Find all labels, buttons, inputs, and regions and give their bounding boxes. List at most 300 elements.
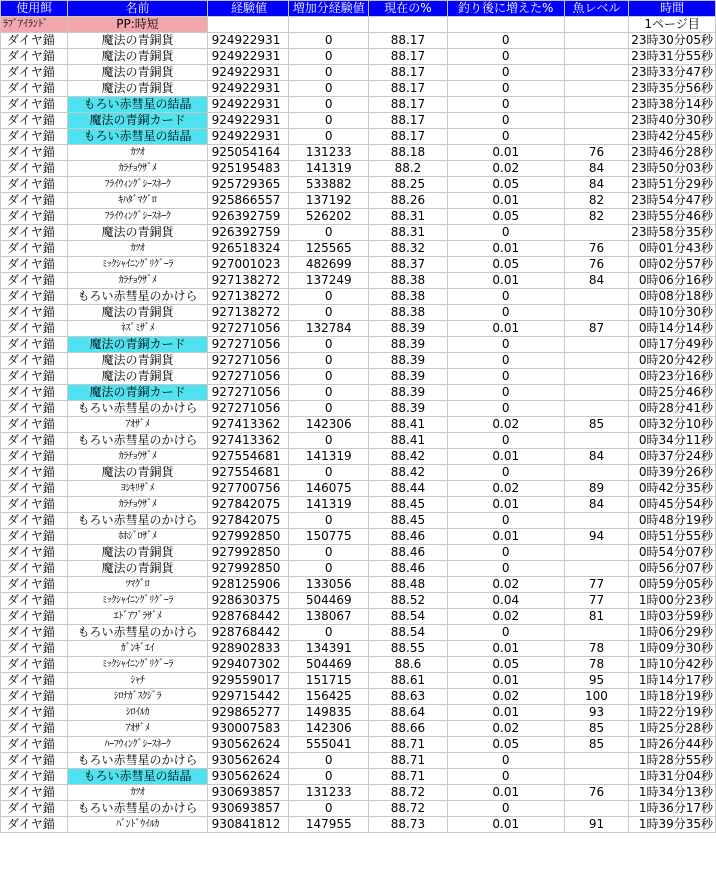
table-row <box>1 145 716 161</box>
exp-cell: 928630375 <box>207 593 289 609</box>
inc-cell: 0 <box>447 225 564 241</box>
bait-cell: ダイヤ錨 <box>1 209 68 225</box>
bait-cell: ダイヤ錨 <box>1 97 68 113</box>
gain-cell: 526202 <box>289 209 369 225</box>
time-cell: 1時22分19秒 <box>629 705 716 721</box>
time-cell: 0時34分11秒 <box>629 433 716 449</box>
table-row <box>1 401 716 417</box>
inc-cell: 0.05 <box>447 209 564 225</box>
inc-cell: 0.04 <box>447 593 564 609</box>
table-row <box>1 785 716 801</box>
inc-cell: 0 <box>447 433 564 449</box>
exp-cell: 929715442 <box>207 689 289 705</box>
empty-cell <box>289 17 369 33</box>
gain-cell: 0 <box>289 337 369 353</box>
name-cell: もろい赤彗星のかけら <box>68 289 207 305</box>
time-cell: 23時55分46秒 <box>629 209 716 225</box>
bait-cell: ダイヤ錨 <box>1 177 68 193</box>
table-row <box>1 801 716 817</box>
inc-cell: 0 <box>447 513 564 529</box>
time-cell: 23時42分45秒 <box>629 129 716 145</box>
inc-cell: 0.05 <box>447 737 564 753</box>
level-cell: 76 <box>564 241 628 257</box>
bait-cell: ダイヤ錨 <box>1 241 68 257</box>
inc-cell: 0.01 <box>447 673 564 689</box>
table-row <box>1 465 716 481</box>
pct-cell: 88.72 <box>369 785 448 801</box>
name-cell: もろい赤彗星のかけら <box>68 513 207 529</box>
bait-cell: ダイヤ錨 <box>1 33 68 49</box>
time-cell: 0時17分49秒 <box>629 337 716 353</box>
level-cell: 82 <box>564 193 628 209</box>
gain-cell: 0 <box>289 33 369 49</box>
level-cell: 91 <box>564 817 628 833</box>
pct-cell: 88.42 <box>369 449 448 465</box>
gain-cell: 0 <box>289 801 369 817</box>
level-cell: 82 <box>564 209 628 225</box>
time-cell: 23時38分14秒 <box>629 97 716 113</box>
location-cell: ﾗﾌﾞｱｲﾗﾝﾄﾞ <box>1 17 68 33</box>
exp-cell: 926392759 <box>207 209 289 225</box>
level-cell <box>564 305 628 321</box>
exp-cell: 927271056 <box>207 401 289 417</box>
bait-cell: ダイヤ錨 <box>1 609 68 625</box>
empty-cell <box>369 17 448 33</box>
table-row <box>1 657 716 673</box>
gain-cell: 132784 <box>289 321 369 337</box>
table-row <box>1 129 716 145</box>
inc-cell: 0 <box>447 401 564 417</box>
time-cell: 0時14分14秒 <box>629 321 716 337</box>
inc-cell: 0 <box>447 465 564 481</box>
level-cell <box>564 33 628 49</box>
pct-cell: 88.39 <box>369 353 448 369</box>
name-cell: 魔法の青銅貨 <box>68 545 207 561</box>
table-row <box>1 81 716 97</box>
table-row <box>1 225 716 241</box>
name-cell: ｼﾛﾅｶﾞｽｸｼﾞﾗ <box>68 689 207 705</box>
level-cell: 84 <box>564 273 628 289</box>
time-cell: 1時26分44秒 <box>629 737 716 753</box>
exp-cell: 927992850 <box>207 561 289 577</box>
bait-cell: ダイヤ錨 <box>1 49 68 65</box>
pct-cell: 88.52 <box>369 593 448 609</box>
gain-cell: 125565 <box>289 241 369 257</box>
level-cell: 95 <box>564 673 628 689</box>
inc-cell: 0.02 <box>447 577 564 593</box>
pct-cell: 88.25 <box>369 177 448 193</box>
gain-cell: 0 <box>289 113 369 129</box>
gain-cell: 131233 <box>289 145 369 161</box>
exp-cell: 927271056 <box>207 337 289 353</box>
table-row <box>1 65 716 81</box>
gain-cell: 0 <box>289 401 369 417</box>
time-cell: 1時18分19秒 <box>629 689 716 705</box>
inc-cell: 0.02 <box>447 481 564 497</box>
level-cell: 89 <box>564 481 628 497</box>
pct-cell: 88.45 <box>369 513 448 529</box>
level-cell: 84 <box>564 449 628 465</box>
time-cell: 23時58分35秒 <box>629 225 716 241</box>
inc-cell: 0 <box>447 353 564 369</box>
gain-cell: 0 <box>289 305 369 321</box>
time-cell: 1時06分29秒 <box>629 625 716 641</box>
table-row <box>1 561 716 577</box>
level-cell <box>564 129 628 145</box>
bait-cell: ダイヤ錨 <box>1 257 68 273</box>
gain-cell: 0 <box>289 289 369 305</box>
bait-cell: ダイヤ錨 <box>1 305 68 321</box>
exp-cell: 928902833 <box>207 641 289 657</box>
time-cell: 23時30分05秒 <box>629 33 716 49</box>
time-cell: 1時39分35秒 <box>629 817 716 833</box>
inc-cell: 0.02 <box>447 609 564 625</box>
gain-cell: 0 <box>289 545 369 561</box>
table-row <box>1 497 716 513</box>
inc-cell: 0 <box>447 305 564 321</box>
exp-cell: 930562624 <box>207 737 289 753</box>
gain-cell: 0 <box>289 465 369 481</box>
level-cell <box>564 801 628 817</box>
inc-cell: 0.01 <box>447 145 564 161</box>
exp-cell: 927413362 <box>207 417 289 433</box>
inc-cell: 0.02 <box>447 161 564 177</box>
table-row <box>1 33 716 49</box>
name-cell: 魔法の青銅貨 <box>68 465 207 481</box>
inc-cell: 0.01 <box>447 497 564 513</box>
exp-cell: 924922931 <box>207 49 289 65</box>
bait-cell: ダイヤ錨 <box>1 769 68 785</box>
level-cell <box>564 545 628 561</box>
time-cell: 1時25分28秒 <box>629 721 716 737</box>
level-cell: 78 <box>564 641 628 657</box>
bait-cell: ダイヤ錨 <box>1 465 68 481</box>
exp-cell: 927138272 <box>207 289 289 305</box>
level-cell <box>564 465 628 481</box>
pct-cell: 88.61 <box>369 673 448 689</box>
time-cell: 0時54分07秒 <box>629 545 716 561</box>
gain-cell: 0 <box>289 225 369 241</box>
time-cell: 0時06分16秒 <box>629 273 716 289</box>
bait-cell: ダイヤ錨 <box>1 593 68 609</box>
table-row <box>1 673 716 689</box>
name-cell: もろい赤彗星のかけら <box>68 753 207 769</box>
name-cell: ｱｵｻﾞﾒ <box>68 721 207 737</box>
table-row <box>1 817 716 833</box>
level-cell <box>564 769 628 785</box>
inc-cell: 0 <box>447 33 564 49</box>
time-cell: 0時32分10秒 <box>629 417 716 433</box>
time-cell: 0時20分42秒 <box>629 353 716 369</box>
table-row <box>1 241 716 257</box>
inc-cell: 0 <box>447 289 564 305</box>
name-cell: ｶﾗﾁｮｳｻﾞﾒ <box>68 273 207 289</box>
bait-cell: ダイヤ錨 <box>1 273 68 289</box>
time-cell: 0時39分26秒 <box>629 465 716 481</box>
level-cell <box>564 401 628 417</box>
inc-cell: 0.05 <box>447 177 564 193</box>
pct-cell: 88.17 <box>369 97 448 113</box>
pct-cell: 88.26 <box>369 193 448 209</box>
inc-cell: 0 <box>447 625 564 641</box>
inc-cell: 0 <box>447 337 564 353</box>
gain-cell: 138067 <box>289 609 369 625</box>
time-cell: 0時45分54秒 <box>629 497 716 513</box>
gain-cell: 555041 <box>289 737 369 753</box>
exp-cell: 930841812 <box>207 817 289 833</box>
exp-cell: 930693857 <box>207 801 289 817</box>
gain-cell: 147955 <box>289 817 369 833</box>
time-cell: 1時03分59秒 <box>629 609 716 625</box>
inc-cell: 0 <box>447 81 564 97</box>
pct-cell: 88.46 <box>369 561 448 577</box>
exp-cell: 924922931 <box>207 33 289 49</box>
name-cell: 魔法の青銅貨 <box>68 369 207 385</box>
bait-cell: ダイヤ錨 <box>1 689 68 705</box>
exp-cell: 927554681 <box>207 449 289 465</box>
level-cell <box>564 561 628 577</box>
pct-cell: 88.2 <box>369 161 448 177</box>
time-cell: 23時50分03秒 <box>629 161 716 177</box>
inc-cell: 0 <box>447 545 564 561</box>
bait-cell: ダイヤ錨 <box>1 369 68 385</box>
bait-cell: ダイヤ錨 <box>1 737 68 753</box>
name-cell: ｼﾛｲﾙｶ <box>68 705 207 721</box>
pct-cell: 88.32 <box>369 241 448 257</box>
bait-cell: ダイヤ錨 <box>1 753 68 769</box>
table-header <box>1 1 716 33</box>
pct-cell: 88.39 <box>369 369 448 385</box>
bait-cell: ダイヤ錨 <box>1 529 68 545</box>
gain-cell: 142306 <box>289 721 369 737</box>
table-row <box>1 705 716 721</box>
table-row <box>1 417 716 433</box>
pct-cell: 88.72 <box>369 801 448 817</box>
inc-cell: 0.02 <box>447 721 564 737</box>
header-name: 名前 <box>68 1 207 17</box>
header-inc: 釣り後に増えた% <box>447 1 564 17</box>
pct-cell: 88.17 <box>369 129 448 145</box>
inc-cell: 0.01 <box>447 817 564 833</box>
name-cell: ﾌﾗｲｳｨﾝｸﾞｼｰｽﾈｰｸ <box>68 209 207 225</box>
level-cell: 87 <box>564 321 628 337</box>
name-cell: ﾈｽﾞﾐｻﾞﾒ <box>68 321 207 337</box>
inc-cell: 0 <box>447 97 564 113</box>
pct-cell: 88.39 <box>369 321 448 337</box>
pct-cell: 88.73 <box>369 817 448 833</box>
time-cell: 1時34分13秒 <box>629 785 716 801</box>
table-row <box>1 481 716 497</box>
table-row <box>1 769 716 785</box>
table-row <box>1 97 716 113</box>
exp-cell: 927554681 <box>207 465 289 481</box>
header-gain: 増加分経験値 <box>289 1 369 17</box>
table-row <box>1 257 716 273</box>
table-row <box>1 689 716 705</box>
gain-cell: 482699 <box>289 257 369 273</box>
exp-cell: 924922931 <box>207 81 289 97</box>
name-cell: ﾌﾗｲｳｨﾝｸﾞｼｰｽﾈｰｸ <box>68 177 207 193</box>
level-cell <box>564 65 628 81</box>
bait-cell: ダイヤ錨 <box>1 193 68 209</box>
time-cell: 23時46分28秒 <box>629 145 716 161</box>
inc-cell: 0.01 <box>447 193 564 209</box>
level-cell <box>564 289 628 305</box>
bait-cell: ダイヤ錨 <box>1 337 68 353</box>
bait-cell: ダイヤ錨 <box>1 577 68 593</box>
table-row <box>1 593 716 609</box>
level-cell: 85 <box>564 417 628 433</box>
exp-cell: 929407302 <box>207 657 289 673</box>
gain-cell: 0 <box>289 385 369 401</box>
header-pct: 現在の% <box>369 1 448 17</box>
bait-cell: ダイヤ錨 <box>1 513 68 529</box>
bait-cell: ダイヤ錨 <box>1 497 68 513</box>
gain-cell: 0 <box>289 97 369 113</box>
inc-cell: 0 <box>447 129 564 145</box>
gain-cell: 146075 <box>289 481 369 497</box>
level-cell: 84 <box>564 161 628 177</box>
bait-cell: ダイヤ錨 <box>1 545 68 561</box>
table-row <box>1 305 716 321</box>
time-cell: 0時48分19秒 <box>629 513 716 529</box>
exp-cell: 927842075 <box>207 513 289 529</box>
pct-cell: 88.63 <box>369 689 448 705</box>
bait-cell: ダイヤ錨 <box>1 145 68 161</box>
pct-cell: 88.44 <box>369 481 448 497</box>
exp-cell: 925195483 <box>207 161 289 177</box>
gain-cell: 141319 <box>289 449 369 465</box>
table-row <box>1 177 716 193</box>
gain-cell: 533882 <box>289 177 369 193</box>
name-cell: 魔法の青銅貨 <box>68 561 207 577</box>
inc-cell: 0 <box>447 801 564 817</box>
exp-cell: 924922931 <box>207 113 289 129</box>
level-cell <box>564 81 628 97</box>
inc-cell: 0.01 <box>447 273 564 289</box>
exp-cell: 927271056 <box>207 385 289 401</box>
exp-cell: 924922931 <box>207 97 289 113</box>
time-cell: 1時10分42秒 <box>629 657 716 673</box>
name-cell: 魔法の青銅カード <box>68 385 207 401</box>
pct-cell: 88.48 <box>369 577 448 593</box>
table-row <box>1 545 716 561</box>
time-cell: 0時23分16秒 <box>629 369 716 385</box>
exp-cell: 925866557 <box>207 193 289 209</box>
name-cell: ｶﾗﾁｮｳｻﾞﾒ <box>68 161 207 177</box>
gain-cell: 156425 <box>289 689 369 705</box>
bait-cell: ダイヤ錨 <box>1 561 68 577</box>
pct-cell: 88.17 <box>369 49 448 65</box>
name-cell: ﾂﾏｸﾞﾛ <box>68 577 207 593</box>
time-cell: 0時01分43秒 <box>629 241 716 257</box>
exp-cell: 926392759 <box>207 225 289 241</box>
empty-cell <box>207 17 289 33</box>
name-cell: ｶﾗﾁｮｳｻﾞﾒ <box>68 497 207 513</box>
name-cell: ｶﾂｵ <box>68 785 207 801</box>
pct-cell: 88.46 <box>369 545 448 561</box>
pct-cell: 88.18 <box>369 145 448 161</box>
pct-cell: 88.17 <box>369 81 448 97</box>
exp-cell: 927138272 <box>207 273 289 289</box>
time-cell: 1時09分30秒 <box>629 641 716 657</box>
table-row <box>1 369 716 385</box>
table-row <box>1 161 716 177</box>
level-cell <box>564 369 628 385</box>
bait-cell: ダイヤ錨 <box>1 481 68 497</box>
table-row <box>1 625 716 641</box>
inc-cell: 0.01 <box>447 449 564 465</box>
inc-cell: 0 <box>447 113 564 129</box>
name-cell: ﾎﾎｼﾞﾛｻﾞﾒ <box>68 529 207 545</box>
name-cell: ｶﾂｵ <box>68 241 207 257</box>
name-cell: 魔法の青銅カード <box>68 113 207 129</box>
bait-cell: ダイヤ錨 <box>1 785 68 801</box>
exp-cell: 929559017 <box>207 673 289 689</box>
pct-cell: 88.38 <box>369 305 448 321</box>
name-cell: ｶﾗﾁｮｳｻﾞﾒ <box>68 449 207 465</box>
bait-cell: ダイヤ錨 <box>1 353 68 369</box>
gain-cell: 151715 <box>289 673 369 689</box>
time-cell: 1時28分55秒 <box>629 753 716 769</box>
table-row <box>1 433 716 449</box>
inc-cell: 0.05 <box>447 257 564 273</box>
table-body <box>1 33 716 833</box>
bait-cell: ダイヤ錨 <box>1 289 68 305</box>
name-cell: ﾊﾞﾝﾄﾞｳｲﾙｶ <box>68 817 207 833</box>
gain-cell: 0 <box>289 81 369 97</box>
table-row <box>1 209 716 225</box>
inc-cell: 0.05 <box>447 657 564 673</box>
header-bait: 使用餌 <box>1 1 68 17</box>
bait-cell: ダイヤ錨 <box>1 705 68 721</box>
name-cell: ｶﾂｵ <box>68 145 207 161</box>
level-cell: 76 <box>564 145 628 161</box>
table-row <box>1 577 716 593</box>
bait-cell: ダイヤ錨 <box>1 673 68 689</box>
level-cell <box>564 225 628 241</box>
pct-cell: 88.54 <box>369 609 448 625</box>
exp-cell: 927271056 <box>207 321 289 337</box>
inc-cell: 0 <box>447 369 564 385</box>
exp-cell: 924922931 <box>207 129 289 145</box>
level-cell: 76 <box>564 785 628 801</box>
level-cell <box>564 433 628 449</box>
name-cell: ﾊｰﾌｳｨﾝｸﾞｼｰｽﾈｰｸ <box>68 737 207 753</box>
level-cell: 81 <box>564 609 628 625</box>
level-cell: 85 <box>564 721 628 737</box>
gain-cell: 134391 <box>289 641 369 657</box>
gain-cell: 504469 <box>289 657 369 673</box>
name-cell: もろい赤彗星のかけら <box>68 801 207 817</box>
bait-cell: ダイヤ錨 <box>1 433 68 449</box>
level-cell: 77 <box>564 593 628 609</box>
exp-cell: 927001023 <box>207 257 289 273</box>
exp-cell: 926518324 <box>207 241 289 257</box>
inc-cell: 0.01 <box>447 241 564 257</box>
name-cell: 魔法の青銅貨 <box>68 33 207 49</box>
exp-cell: 930562624 <box>207 769 289 785</box>
exp-cell: 927271056 <box>207 369 289 385</box>
time-cell: 0時59分05秒 <box>629 577 716 593</box>
inc-cell: 0.01 <box>447 321 564 337</box>
pct-cell: 88.71 <box>369 737 448 753</box>
table-row <box>1 753 716 769</box>
inc-cell: 0.01 <box>447 641 564 657</box>
table-row <box>1 289 716 305</box>
inc-cell: 0 <box>447 385 564 401</box>
table-row <box>1 641 716 657</box>
